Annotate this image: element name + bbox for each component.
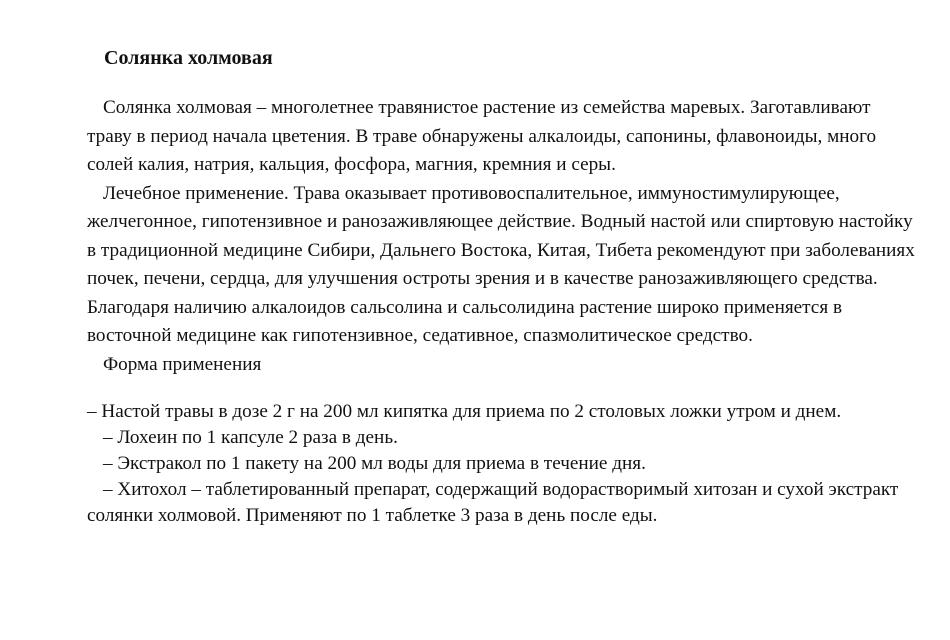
usage-list [87,399,917,529]
page-title: Солянка холмовая [104,47,273,69]
usage-item: – Настой травы в дозе 2 г на 200 мл кипятка для приема по 2 столовых ложки утром и днем. [87,401,842,422]
usage-item: – Лохеин по 1 капсуле 2 раза в день. [103,427,398,448]
usage-item: – Хитохол – таблетированный препарат, содержащий водорастворимый хитозан и сухой экстракт солянки холмовой. Применяют по 1 таблетке 3 раза в день после еды. [87,479,899,526]
medical-use-paragraph: Лечебное применение. Трава оказывает противовоспалительное, иммуностимулирующее, желчегонное, гипотензивное и ранозаживляющее действие. Водный настой или спиртовую настойку в традиционной медицине Сибири, Дальнего Востока, Китая, Тибета рекомендуют при заболеваниях почек, печени, сердца, для улучшения остроты зрения и в качестве ранозаживляющего средства. Благодаря наличию алкалоидов сальсолина и сальсолидина растение широко применяется в восточной медицине как гипотензивное, седативное, спазмолитическое средство. [87,182,915,346]
usage-heading: Форма применения [103,353,262,375]
document-page [87,44,917,529]
usage-item: – Экстракол по 1 пакету на 200 мл воды для приема в течение дня. [103,453,646,474]
description-paragraph: Солянка холмовая – многолетнее травянистое растение из семейства маревых. Заготавливают траву в период начала цветения. В траве обнаружены алкалоиды, сапонины, флавоноиды, много солей калия, натрия, кальция, фосфора, магния, кремния и серы. [87,97,877,175]
